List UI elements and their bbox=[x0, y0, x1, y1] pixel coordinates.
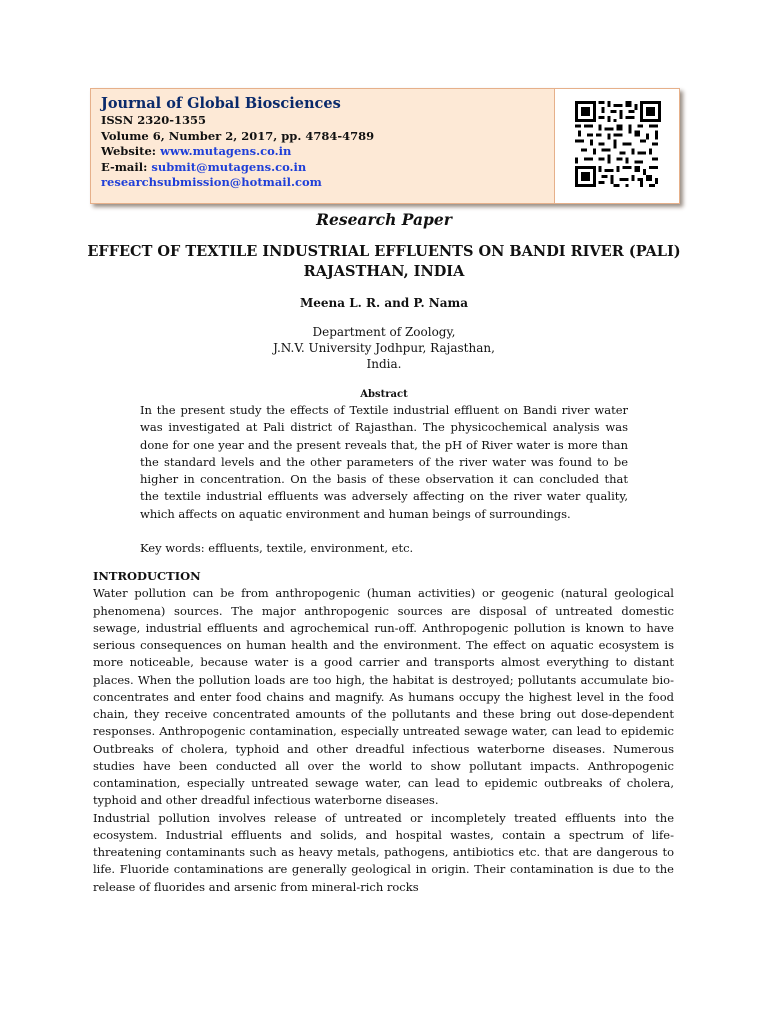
affiliation bbox=[0, 324, 768, 372]
website-line bbox=[101, 144, 374, 160]
abstract-text: In the present study the effects of Textile industrial effluent on Bandi river water was investigated at Pali district of Rajasthan. The physicochemical analysis was done for one year and the present reveals that, the pH of River water is more than the standard levels and the other parameters of the river water was found to be higher in concentration. On the basis of these observation it can concluded that the textile industrial effluents was adversely affecting on the river water quality, which affects on aquatic environment and human beings of surroundings. bbox=[140, 403, 628, 521]
affiliation-line-3: India. bbox=[366, 357, 402, 371]
email-label: E-mail: bbox=[101, 159, 152, 174]
journal-name: Journal of Global Biosciences bbox=[101, 95, 341, 112]
title-line-1: EFFECT OF TEXTILE INDUSTRIAL EFFLUENTS ON BANDI RIVER (PALI) bbox=[87, 243, 681, 260]
introduction-section bbox=[93, 568, 674, 896]
affiliation-line-2: J.N.V. University Jodhpur, Rajasthan, bbox=[273, 341, 495, 355]
paper-type-label: Research Paper bbox=[316, 210, 452, 229]
email-link-2[interactable]: researchsubmission@hotmail.com bbox=[101, 175, 322, 189]
authors: Meena L. R. and P. Nama bbox=[299, 296, 469, 310]
email-line bbox=[101, 160, 374, 176]
website-label: Website: bbox=[101, 144, 161, 158]
affiliation-line-1: Department of Zoology, bbox=[312, 325, 456, 339]
title-line-2: RAJASTHAN, INDIA bbox=[303, 263, 465, 280]
journal-info bbox=[101, 94, 374, 191]
website-link[interactable]: www.mutagens.co.in bbox=[160, 144, 292, 158]
email-line-2 bbox=[101, 175, 374, 191]
volume-info: Volume 6, Number 2, 2017, pp. 4784-4789 bbox=[101, 128, 375, 143]
abstract-heading: Abstract bbox=[360, 389, 408, 400]
introduction-paragraph-1: Water pollution can be from anthropogenic (human activities) or geogenic (natural geological phenomena) sources. The major anthropogenic sources are disposal of untreated domestic sewage, industrial effluents and agrochemical run-off. Anthropogenic pollution is known to have serious consequences on human health and the environment. The effect on aquatic ecosystem is more noticeable, because water is a good carrier and transports almost everything to distant places. When the pollution loads are too high, the habitat is destroyed; pollutants accumulate bio-concentrates and enter food chains and magnify. As humans occupy the highest level in the food chain, they receive concentrated amounts of the pollutants and these bring out dose-dependent responses. Anthropogenic contamination, especially untreated sewage water, can lead to epidemic Outbreaks of cholera, typhoid and other dreadful infectious waterborne diseases. Numerous studies have been conducted all over the world to show pollutant impacts. Anthropogenic contamination, especially untreated sewage water, can lead to epidemic outbreaks of cholera, typhoid and other dreadful infectious waterborne diseases. bbox=[93, 586, 674, 808]
issn: ISSN 2320-1355 bbox=[101, 113, 207, 127]
introduction-heading: INTRODUCTION bbox=[93, 569, 201, 583]
qr-code-container bbox=[554, 89, 679, 203]
journal-header-box bbox=[90, 88, 680, 204]
introduction-paragraph-2: Industrial pollution involves release of untreated or incompletely treated effluents into the ecosystem. Industrial effluents and solids, and hospital wastes, contain a spectrum of life-threatening contaminants such as heavy metals, pathogens, antibiotics etc. that are dangerous to life. Fluoride contaminations are generally geological in origin. Their contamination is due to the release of fluorides and arsenic from mineral-rich rocks bbox=[93, 810, 674, 894]
qr-code-icon bbox=[575, 101, 661, 187]
keywords: Key words: effluents, textile, environment, etc. bbox=[140, 541, 414, 555]
email-link[interactable]: submit@mutagens.co.in bbox=[151, 159, 307, 174]
paper-title bbox=[60, 242, 708, 282]
